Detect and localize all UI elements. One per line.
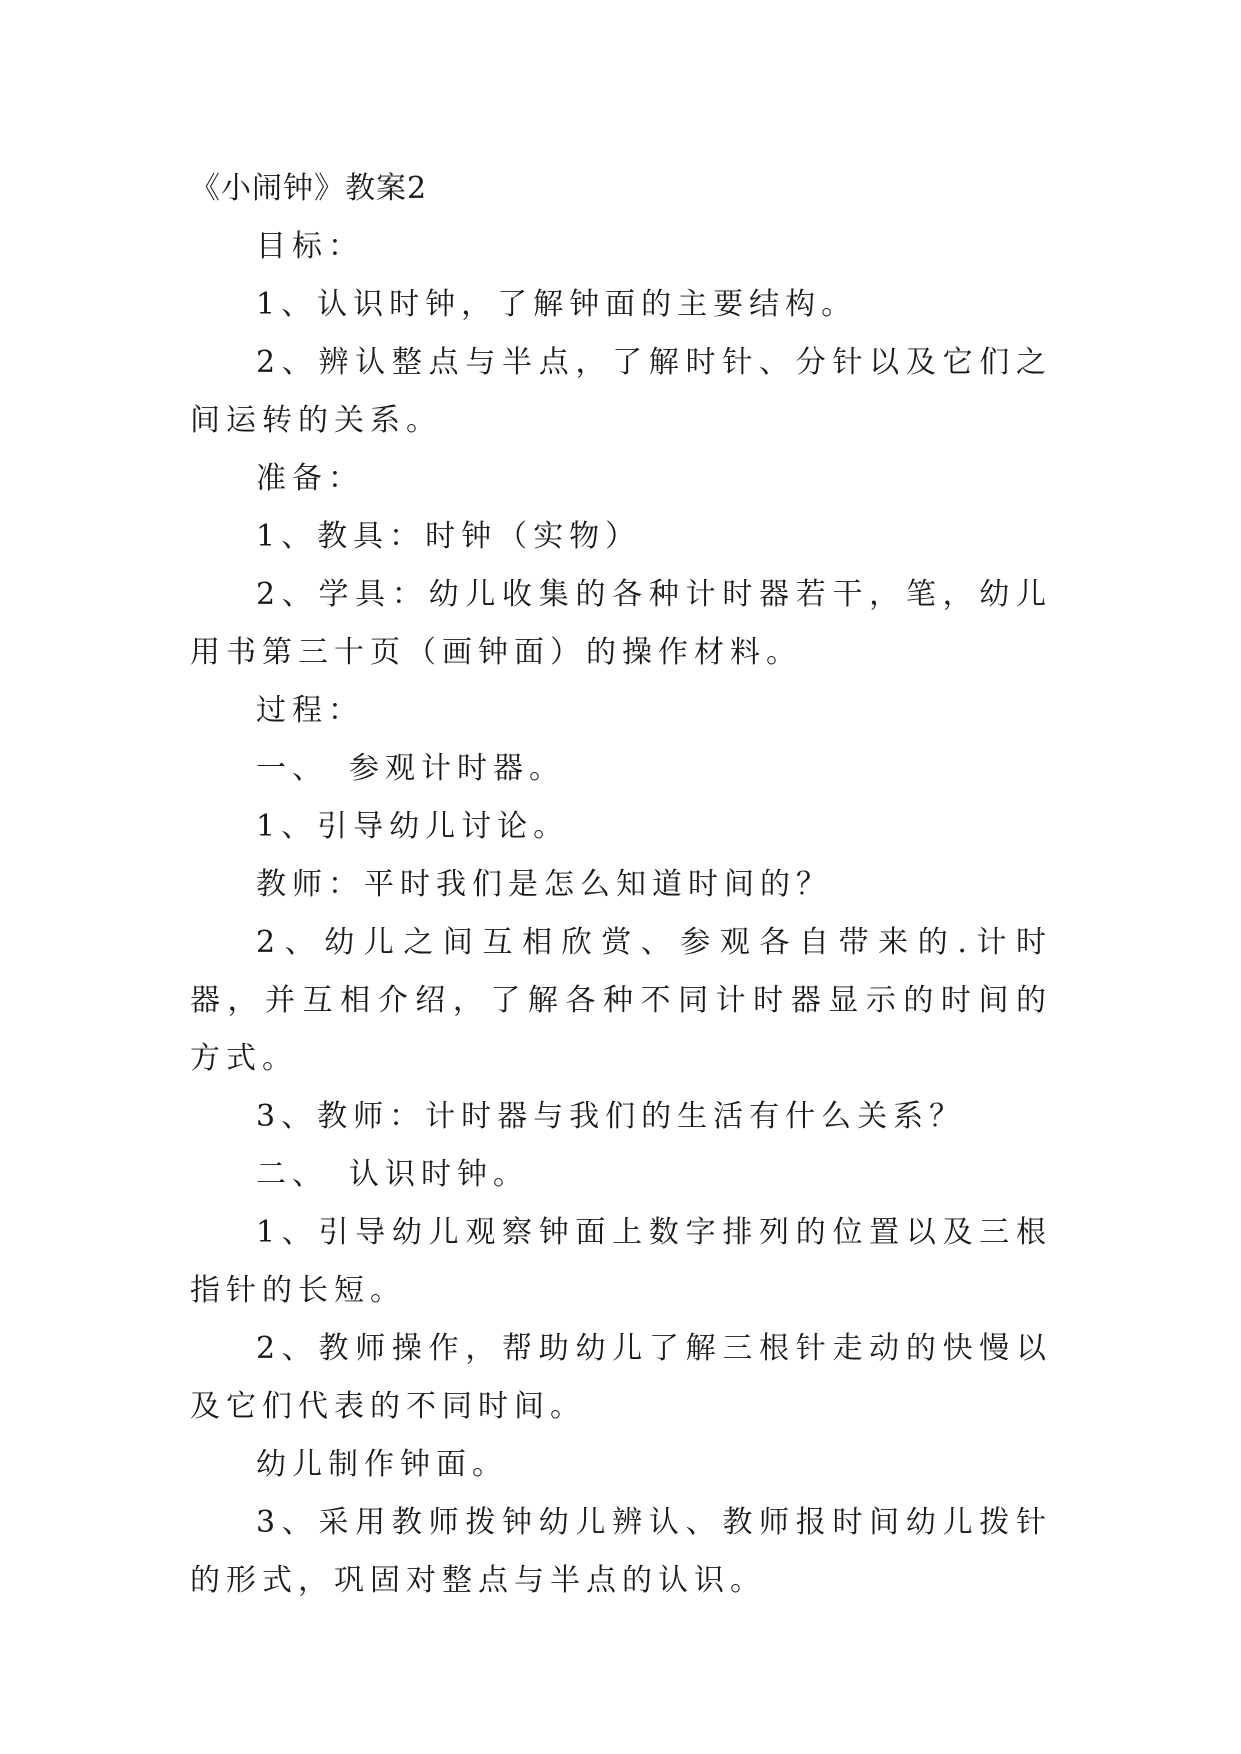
process-step-1-teacher-question: 教师：平时我们是怎么知道时间的？ bbox=[256, 867, 832, 902]
section-heading-process: 过程： bbox=[256, 693, 364, 728]
process-step-1-item-1: 1、引导幼儿讨论。 bbox=[256, 809, 570, 844]
process-step-1-item-2: 2、幼儿之间互相欣赏、参观各自带来的.计时器，并互相介绍，了解各种不同计时器显示的时间的方式。 bbox=[190, 925, 1052, 1076]
preparation-item-2: 2、学具：幼儿收集的各种计时器若干，笔，幼儿用书第三十页（画钟面）的操作材料。 bbox=[190, 577, 1052, 670]
process-step-1-heading: 一、 参观计时器。 bbox=[256, 751, 565, 786]
process-step-2-item-3: 3、采用教师拨钟幼儿辨认、教师报时间幼儿拨针的形式，巩固对整点与半点的认识。 bbox=[190, 1505, 1052, 1598]
process-step-2-item-1: 1、引导幼儿观察钟面上数字排列的位置以及三根指针的长短。 bbox=[190, 1215, 1052, 1308]
section-heading-goals: 目标： bbox=[256, 229, 364, 264]
process-step-1-item-3: 3、教师：计时器与我们的生活有什么关系？ bbox=[256, 1099, 966, 1134]
process-step-2-activity: 幼儿制作钟面。 bbox=[256, 1447, 508, 1482]
goal-item-2: 2、辨认整点与半点，了解时针、分针以及它们之间运转的关系。 bbox=[190, 345, 1052, 438]
section-heading-preparation: 准备： bbox=[256, 461, 364, 496]
document-body bbox=[190, 160, 1052, 1610]
goal-item-1: 1、认识时钟，了解钟面的主要结构。 bbox=[256, 287, 858, 322]
preparation-item-1: 1、教具：时钟（实物） bbox=[256, 519, 642, 554]
process-step-2-heading: 二、 认识时钟。 bbox=[256, 1157, 529, 1192]
document-title: 《小闹钟》教案2 bbox=[190, 171, 428, 206]
process-step-2-item-2: 2、教师操作，帮助幼儿了解三根针走动的快慢以及它们代表的不同时间。 bbox=[190, 1331, 1052, 1424]
